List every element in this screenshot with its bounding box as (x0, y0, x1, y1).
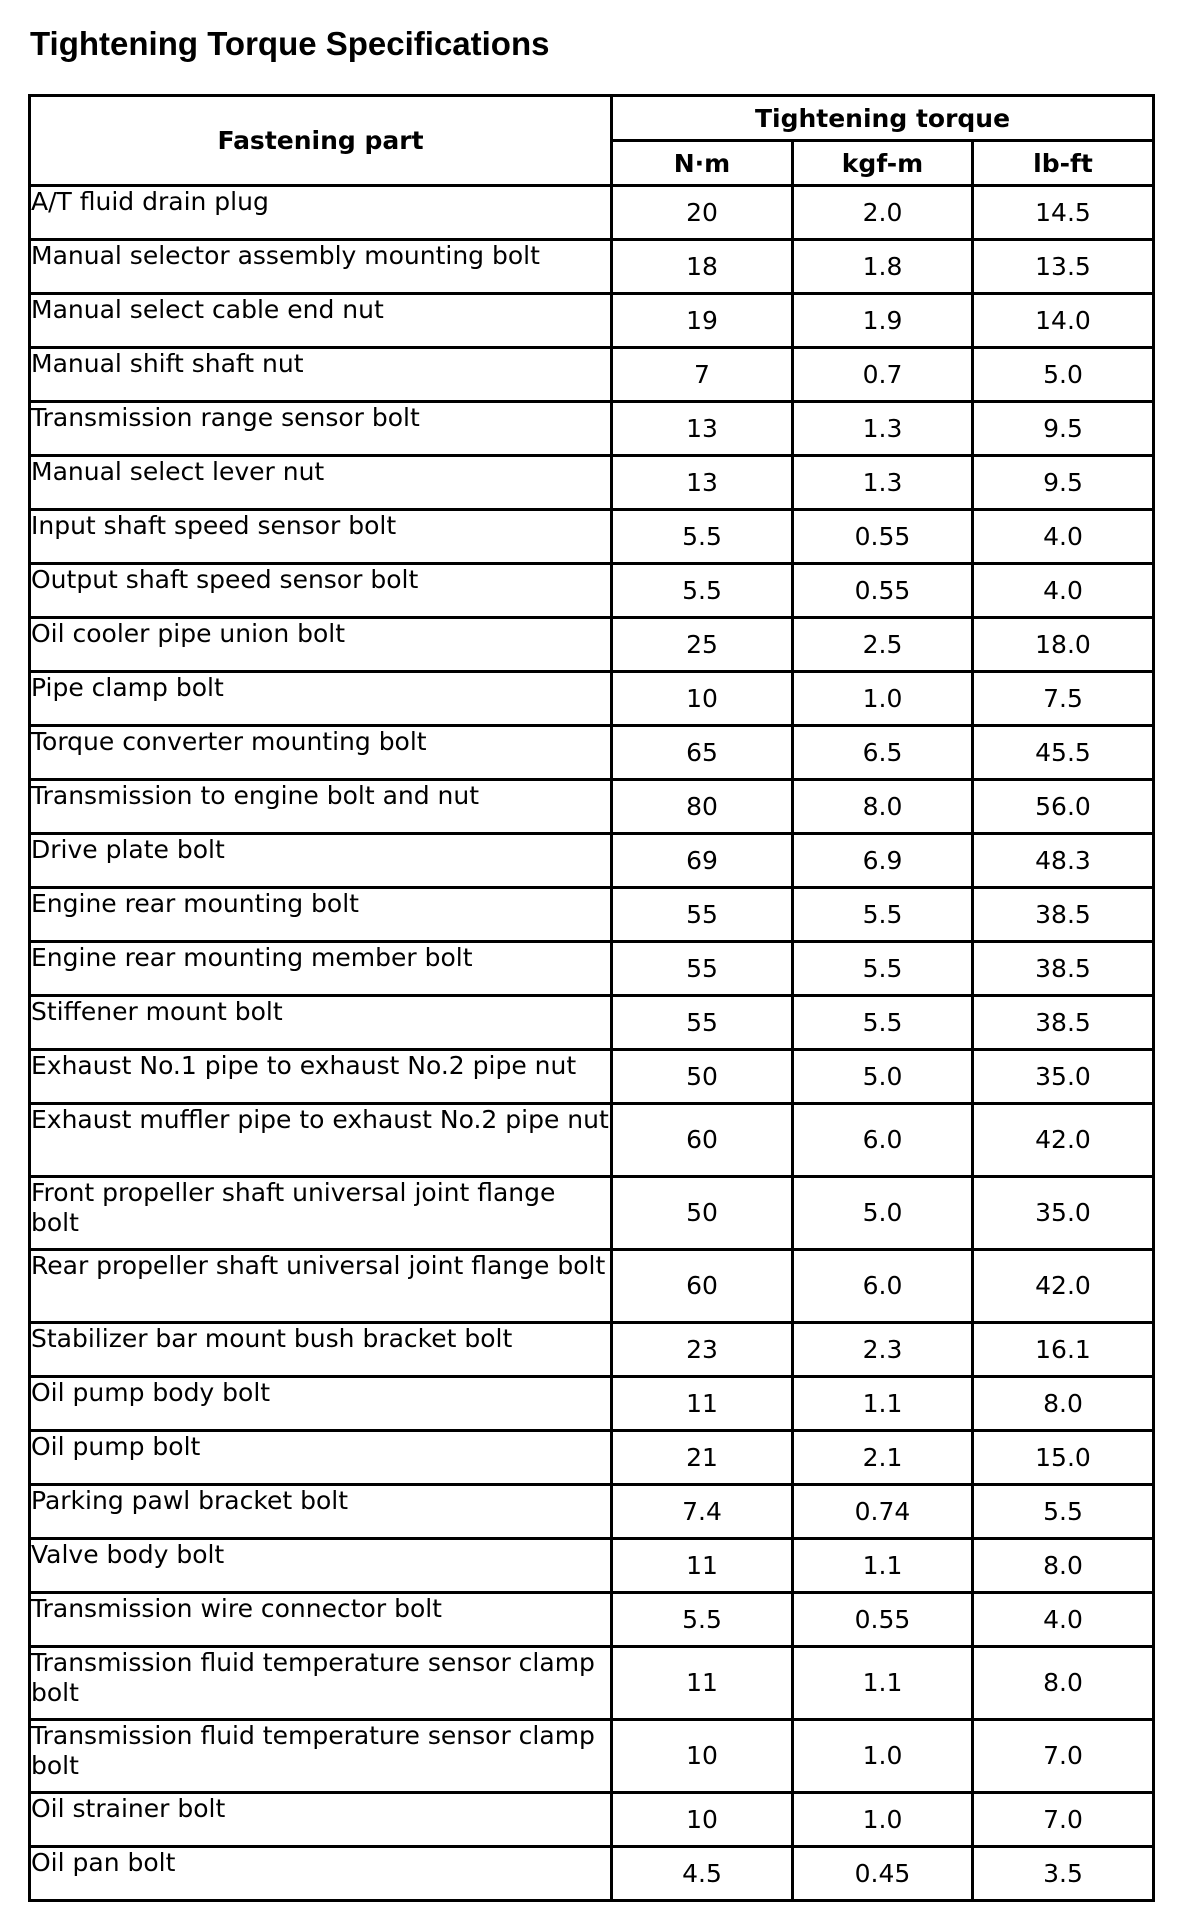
cell-torque-kgfm: 2.3 (794, 1324, 974, 1378)
cell-torque-lbft: 9.5 (974, 403, 1155, 457)
cell-torque-nm: 4.5 (613, 1848, 794, 1902)
table-row (31, 1794, 1155, 1848)
cell-torque-nm: 21 (613, 1432, 794, 1486)
cell-torque-lbft: 9.5 (974, 457, 1155, 511)
table-row (31, 457, 1155, 511)
table-row (31, 1594, 1155, 1648)
table-row (31, 619, 1155, 673)
cell-torque-kgfm: 5.5 (794, 889, 974, 943)
cell-torque-nm: 10 (613, 1794, 794, 1848)
cell-torque-nm: 11 (613, 1540, 794, 1594)
header-unit-nm: N·m (613, 142, 794, 187)
table-row (31, 889, 1155, 943)
cell-torque-lbft: 8.0 (974, 1378, 1155, 1432)
table-row (31, 673, 1155, 727)
cell-fastening-part: Manual shift shaft nut (31, 349, 613, 403)
table-row (31, 1178, 1155, 1251)
cell-fastening-part: Manual select lever nut (31, 457, 613, 511)
cell-torque-kgfm: 0.7 (794, 349, 974, 403)
cell-torque-nm: 60 (613, 1251, 794, 1324)
cell-fastening-part: Stabilizer bar mount bush bracket bolt (31, 1324, 613, 1378)
cell-torque-kgfm: 5.0 (794, 1178, 974, 1251)
cell-torque-kgfm: 1.1 (794, 1378, 974, 1432)
header-unit-kgfm: kgf-m (794, 142, 974, 187)
table-row (31, 241, 1155, 295)
cell-torque-kgfm: 5.5 (794, 997, 974, 1051)
cell-torque-kgfm: 0.55 (794, 565, 974, 619)
cell-torque-lbft: 7.0 (974, 1794, 1155, 1848)
cell-torque-lbft: 3.5 (974, 1848, 1155, 1902)
cell-torque-kgfm: 0.55 (794, 1594, 974, 1648)
table-row (31, 1051, 1155, 1105)
cell-torque-kgfm: 1.9 (794, 295, 974, 349)
cell-torque-nm: 10 (613, 1721, 794, 1794)
cell-torque-nm: 7.4 (613, 1486, 794, 1540)
header-fastening-part: Fastening part (31, 97, 613, 187)
table-row (31, 403, 1155, 457)
cell-fastening-part: Drive plate bolt (31, 835, 613, 889)
cell-torque-nm: 55 (613, 997, 794, 1051)
cell-torque-kgfm: 6.0 (794, 1251, 974, 1324)
cell-fastening-part: A/T fluid drain plug (31, 187, 613, 241)
cell-torque-kgfm: 1.8 (794, 241, 974, 295)
header-tightening-torque: Tightening torque (613, 97, 1155, 142)
cell-fastening-part: Transmission fluid temperature sensor clamp bolt (31, 1721, 613, 1794)
cell-torque-lbft: 35.0 (974, 1178, 1155, 1251)
cell-torque-kgfm: 1.1 (794, 1648, 974, 1721)
cell-torque-lbft: 35.0 (974, 1051, 1155, 1105)
cell-fastening-part: Transmission fluid temperature sensor clamp bolt (31, 1648, 613, 1721)
cell-torque-nm: 13 (613, 403, 794, 457)
cell-torque-nm: 50 (613, 1178, 794, 1251)
cell-torque-nm: 18 (613, 241, 794, 295)
cell-torque-lbft: 5.0 (974, 349, 1155, 403)
table-row (31, 1378, 1155, 1432)
cell-torque-kgfm: 8.0 (794, 781, 974, 835)
cell-torque-lbft: 4.0 (974, 565, 1155, 619)
table-row (31, 1848, 1155, 1902)
cell-fastening-part: Engine rear mounting member bolt (31, 943, 613, 997)
table-row (31, 781, 1155, 835)
cell-fastening-part: Pipe clamp bolt (31, 673, 613, 727)
cell-torque-lbft: 13.5 (974, 241, 1155, 295)
cell-fastening-part: Front propeller shaft universal joint flange bolt (31, 1178, 613, 1251)
cell-torque-kgfm: 1.3 (794, 403, 974, 457)
cell-torque-nm: 69 (613, 835, 794, 889)
table-header-row (31, 97, 1155, 142)
cell-fastening-part: Output shaft speed sensor bolt (31, 565, 613, 619)
cell-torque-kgfm: 0.45 (794, 1848, 974, 1902)
cell-fastening-part: Exhaust muffler pipe to exhaust No.2 pipe nut (31, 1105, 613, 1178)
torque-spec-table (28, 94, 1155, 1902)
table-body (31, 187, 1155, 1902)
cell-fastening-part: Stiffener mount bolt (31, 997, 613, 1051)
cell-torque-nm: 11 (613, 1648, 794, 1721)
cell-torque-lbft: 38.5 (974, 943, 1155, 997)
cell-torque-nm: 20 (613, 187, 794, 241)
table-row (31, 1486, 1155, 1540)
cell-torque-kgfm: 0.55 (794, 511, 974, 565)
cell-torque-nm: 10 (613, 673, 794, 727)
cell-fastening-part: Oil pump bolt (31, 1432, 613, 1486)
cell-torque-lbft: 4.0 (974, 511, 1155, 565)
cell-torque-lbft: 56.0 (974, 781, 1155, 835)
page-title: Tightening Torque Specifications (30, 25, 550, 62)
cell-torque-kgfm: 1.3 (794, 457, 974, 511)
table-row (31, 727, 1155, 781)
cell-torque-nm: 60 (613, 1105, 794, 1178)
cell-torque-lbft: 8.0 (974, 1540, 1155, 1594)
cell-torque-lbft: 8.0 (974, 1648, 1155, 1721)
cell-fastening-part: Oil pump body bolt (31, 1378, 613, 1432)
table-row (31, 1432, 1155, 1486)
table-row (31, 1540, 1155, 1594)
table-row (31, 835, 1155, 889)
table-row (31, 1251, 1155, 1324)
cell-torque-nm: 25 (613, 619, 794, 673)
cell-fastening-part: Valve body bolt (31, 1540, 613, 1594)
table-row (31, 1648, 1155, 1721)
cell-fastening-part: Manual selector assembly mounting bolt (31, 241, 613, 295)
cell-torque-nm: 7 (613, 349, 794, 403)
cell-torque-kgfm: 5.5 (794, 943, 974, 997)
cell-torque-lbft: 48.3 (974, 835, 1155, 889)
table-row (31, 295, 1155, 349)
table-row (31, 187, 1155, 241)
table-row (31, 349, 1155, 403)
cell-torque-lbft: 7.5 (974, 673, 1155, 727)
cell-torque-lbft: 15.0 (974, 1432, 1155, 1486)
cell-fastening-part: Rear propeller shaft universal joint flange bolt (31, 1251, 613, 1324)
cell-torque-kgfm: 6.9 (794, 835, 974, 889)
cell-fastening-part: Oil cooler pipe union bolt (31, 619, 613, 673)
cell-torque-kgfm: 2.5 (794, 619, 974, 673)
cell-torque-lbft: 5.5 (974, 1486, 1155, 1540)
cell-fastening-part: Parking pawl bracket bolt (31, 1486, 613, 1540)
cell-fastening-part: Input shaft speed sensor bolt (31, 511, 613, 565)
cell-torque-kgfm: 1.0 (794, 1794, 974, 1848)
cell-torque-nm: 55 (613, 943, 794, 997)
table-row (31, 565, 1155, 619)
cell-torque-nm: 19 (613, 295, 794, 349)
cell-torque-kgfm: 1.1 (794, 1540, 974, 1594)
cell-torque-nm: 80 (613, 781, 794, 835)
cell-torque-kgfm: 2.1 (794, 1432, 974, 1486)
cell-fastening-part: Torque converter mounting bolt (31, 727, 613, 781)
table-row (31, 1324, 1155, 1378)
cell-torque-nm: 23 (613, 1324, 794, 1378)
table-row (31, 1721, 1155, 1794)
cell-torque-nm: 13 (613, 457, 794, 511)
cell-torque-lbft: 14.0 (974, 295, 1155, 349)
cell-torque-kgfm: 6.0 (794, 1105, 974, 1178)
cell-torque-kgfm: 6.5 (794, 727, 974, 781)
cell-fastening-part: Engine rear mounting bolt (31, 889, 613, 943)
cell-torque-kgfm: 0.74 (794, 1486, 974, 1540)
cell-torque-nm: 5.5 (613, 1594, 794, 1648)
cell-torque-lbft: 42.0 (974, 1251, 1155, 1324)
cell-torque-nm: 5.5 (613, 511, 794, 565)
cell-torque-lbft: 18.0 (974, 619, 1155, 673)
cell-torque-lbft: 7.0 (974, 1721, 1155, 1794)
cell-fastening-part: Transmission range sensor bolt (31, 403, 613, 457)
header-unit-lbft: lb-ft (974, 142, 1155, 187)
cell-fastening-part: Transmission to engine bolt and nut (31, 781, 613, 835)
cell-torque-nm: 5.5 (613, 565, 794, 619)
cell-fastening-part: Transmission wire connector bolt (31, 1594, 613, 1648)
table-row (31, 511, 1155, 565)
cell-torque-lbft: 42.0 (974, 1105, 1155, 1178)
table-row (31, 1105, 1155, 1178)
cell-torque-kgfm: 1.0 (794, 1721, 974, 1794)
table-row (31, 997, 1155, 1051)
cell-fastening-part: Exhaust No.1 pipe to exhaust No.2 pipe nut (31, 1051, 613, 1105)
table-row (31, 943, 1155, 997)
cell-torque-nm: 11 (613, 1378, 794, 1432)
cell-fastening-part: Manual select cable end nut (31, 295, 613, 349)
cell-torque-lbft: 38.5 (974, 997, 1155, 1051)
cell-torque-kgfm: 2.0 (794, 187, 974, 241)
cell-torque-lbft: 45.5 (974, 727, 1155, 781)
cell-fastening-part: Oil pan bolt (31, 1848, 613, 1902)
cell-fastening-part: Oil strainer bolt (31, 1794, 613, 1848)
cell-torque-kgfm: 1.0 (794, 673, 974, 727)
cell-torque-lbft: 38.5 (974, 889, 1155, 943)
cell-torque-nm: 55 (613, 889, 794, 943)
cell-torque-nm: 65 (613, 727, 794, 781)
cell-torque-kgfm: 5.0 (794, 1051, 974, 1105)
cell-torque-lbft: 16.1 (974, 1324, 1155, 1378)
cell-torque-nm: 50 (613, 1051, 794, 1105)
cell-torque-lbft: 4.0 (974, 1594, 1155, 1648)
cell-torque-lbft: 14.5 (974, 187, 1155, 241)
